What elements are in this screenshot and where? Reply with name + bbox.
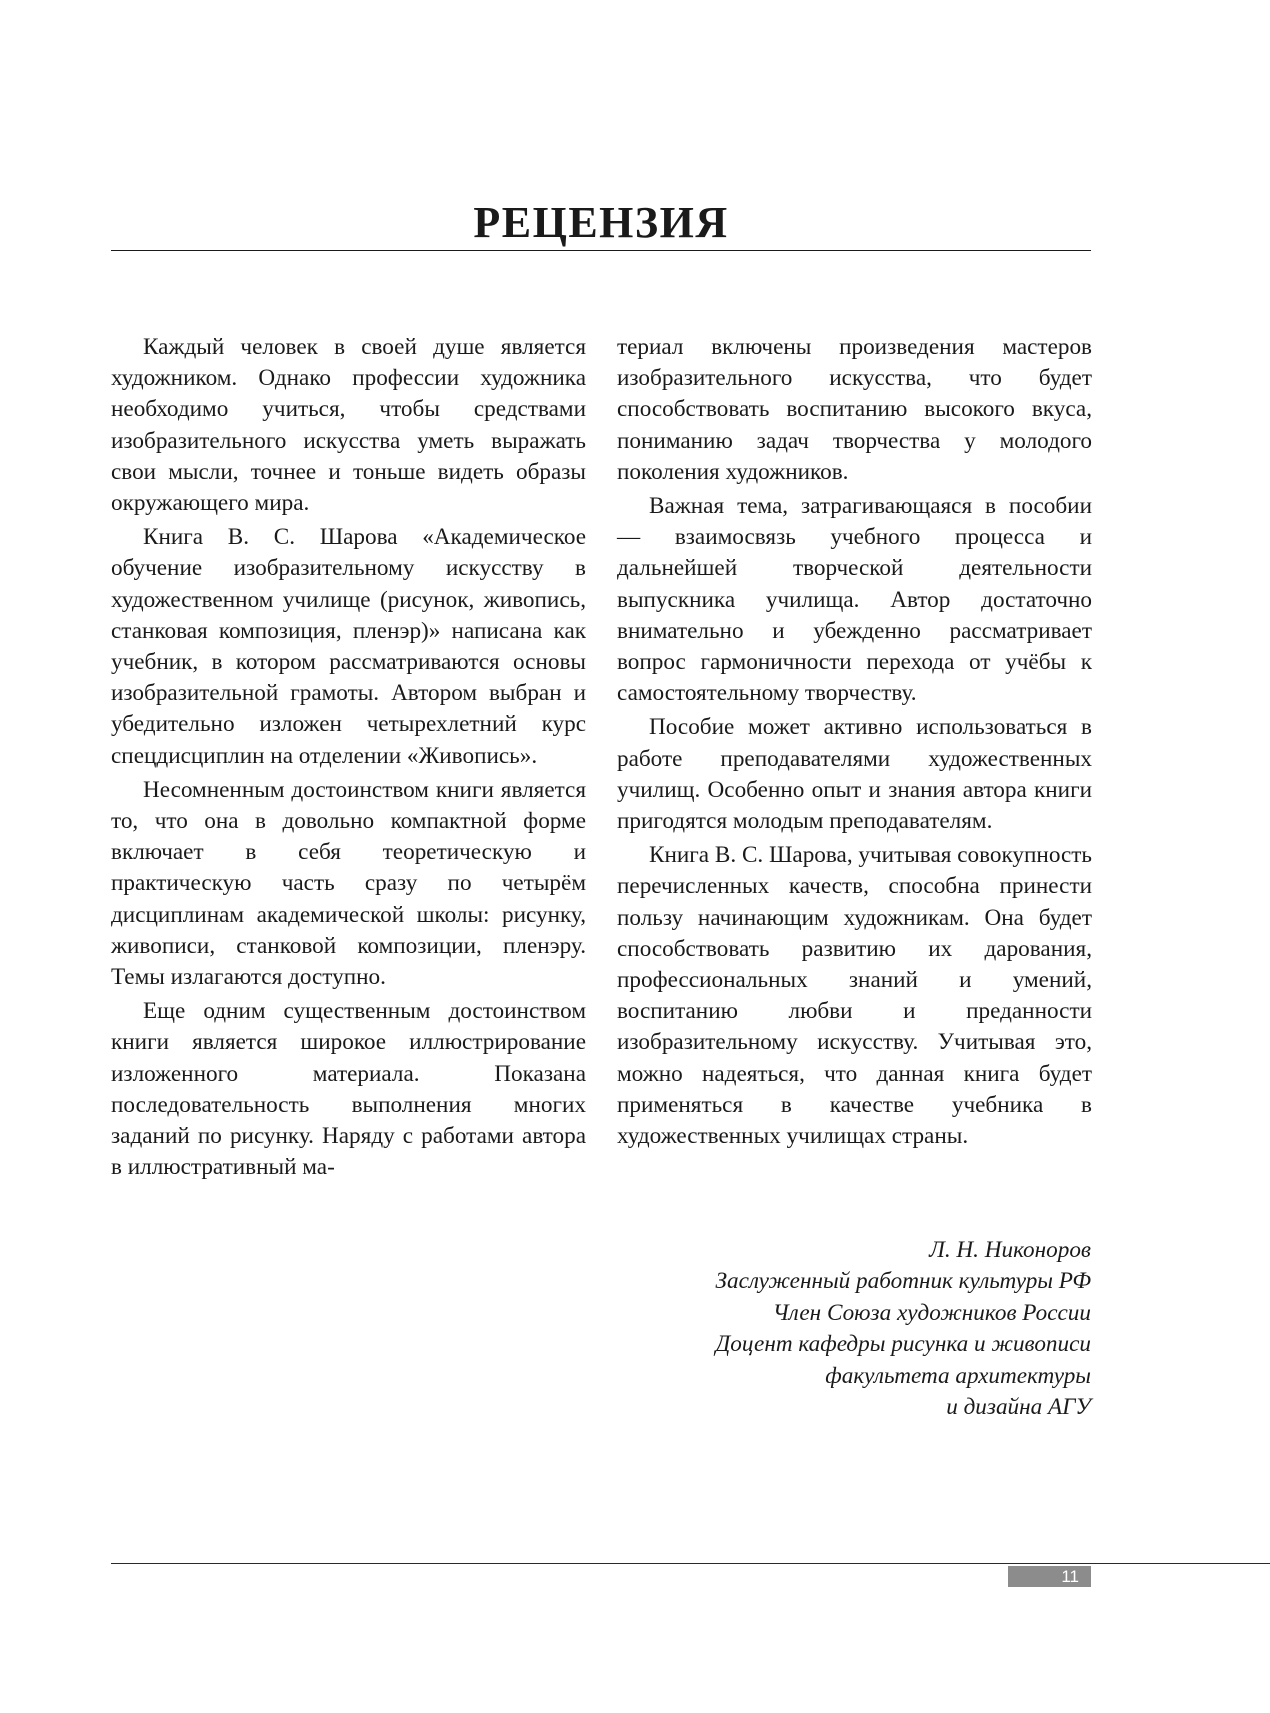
reviewer-signature: [531, 1235, 1091, 1423]
paragraph: Книга В. С. Шарова «Академическое обучение изобразительному искусству в художественном училище (рисунок, живопись, станковая композиция, пленэр)» написана как учебник, в котором рассматриваются основы изобразительной грамоты. Автором выбран и убедительно изложен четырехлетний курс спецдисциплин на отделении «Живопись».: [111, 524, 586, 769]
paragraph: Каждый человек в своей душе является художником. Однако профессии художника необходимо учиться, чтобы средствами изобразительного искусства уметь выражать свои мысли, точнее и тоньше видеть образы окружающего мира.: [111, 334, 586, 517]
reviewer-title: Доцент кафедры рисунка и живописи: [715, 1331, 1091, 1358]
text-column-left: [111, 332, 586, 1186]
text-column-right: [617, 332, 1092, 1155]
paragraph: Еще одним существенным достоинством книги является широкое иллюстрирование изложенного материала. Показана последовательность выполнения многих заданий по рисунку. Наряду с работами автора в иллюстративный ма-: [111, 998, 586, 1181]
reviewer-title: факультета архитектуры: [825, 1362, 1091, 1389]
paragraph-continuation: териал включены произведения мастеров изобразительного искусства, что будет способствовать воспитанию высокого вкуса, пониманию задач творчества у молодого поколения художников.: [617, 334, 1092, 485]
paragraph: Важная тема, затрагивающаяся в пособии — взаимосвязь учебного процесса и дальнейшей творческой деятельности выпускника училища. Автор достаточно внимательно и убежденно рассматривает вопрос гармоничности перехода от учёбы к самостоятельному творчеству.: [617, 493, 1092, 707]
footer-divider: [111, 1563, 1270, 1564]
title-divider: [111, 250, 1091, 251]
paragraph: Книга В. С. Шарова, учитывая совокупность перечисленных качеств, способна принести пользу начинающим художникам. Она будет способствовать развитию их дарования, профессиональных знаний и умений, воспитанию любви и преданности изобразительному искусству. Учитывая это, можно надеяться, что данная книга будет применяться в качестве учебника в художественных училищах страны.: [617, 842, 1092, 1150]
page-title: РЕЦЕНЗИЯ: [473, 198, 729, 247]
reviewer-title: Член Союза художников России: [772, 1299, 1091, 1326]
paragraph: Пособие может активно использоваться в работе преподавателями художественных училищ. Особенно опыт и знания автора книги пригодятся молодым преподавателям.: [617, 714, 1092, 835]
paragraph: Несомненным достоинством книги является то, что она в довольно компактной форме включает в себя теоретическую и практическую часть сразу по четырём дисциплинам академической школы: рисунку, живописи, станковой композиции, пленэру. Темы излагаются доступно.: [111, 776, 586, 991]
reviewer-title: и дизайна АГУ: [946, 1394, 1091, 1421]
reviewer-title: Заслуженный работник культуры РФ: [715, 1268, 1091, 1295]
reviewer-name: Л. Н. Никоноров: [929, 1237, 1091, 1263]
page-number: 11: [1008, 1566, 1091, 1587]
